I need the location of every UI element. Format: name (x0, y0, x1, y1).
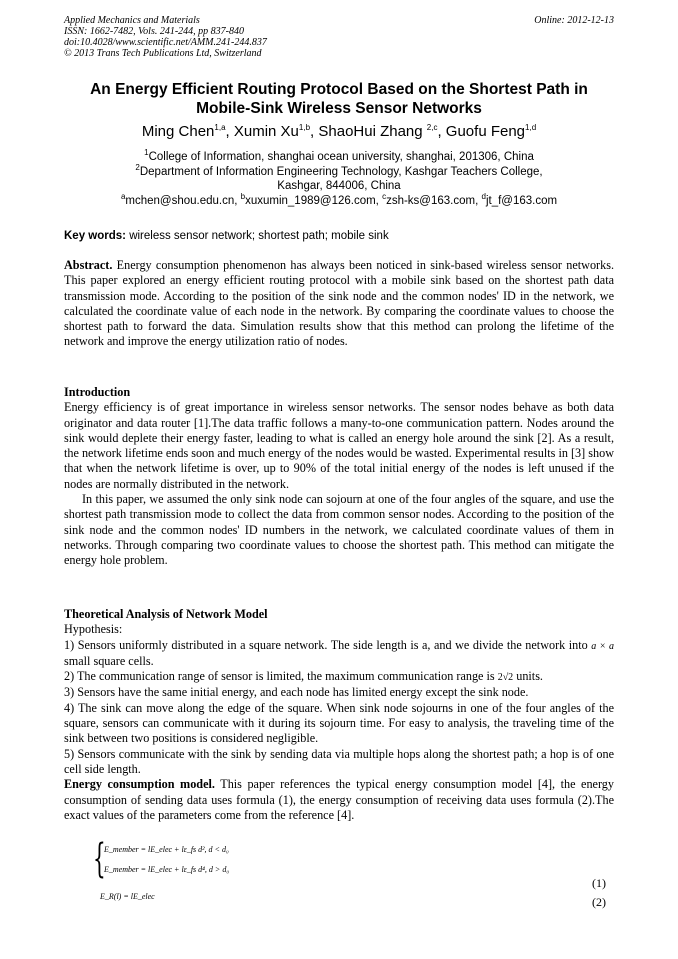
h2-math: 2√2 (497, 672, 514, 684)
equation-1 (104, 840, 229, 880)
email[interactable]: mchen@shou.edu.cn, (125, 194, 241, 207)
equation-2: E_R(l) = lE_elec (100, 892, 155, 901)
equation-brace: { (93, 836, 106, 882)
theory-heading: Theoretical Analysis of Network Model (64, 607, 268, 621)
journal-header (64, 15, 614, 59)
email-sup: a (120, 191, 126, 201)
author-list: Ming Chen$^{1,a}$, Xumin Xu$^{1,b}$, ShaoHui Zhang $^{2,c}$, Guofu Feng$^{1,d}$ (141, 123, 537, 140)
h1-text-end: small square cells. (64, 653, 154, 668)
email-sup: c (382, 191, 387, 201)
online-date: Online: 2012-12-13 (534, 15, 614, 26)
intro-paragraph-1: Energy efficiency is of great importance in wireless sensor networks. The sensor nodes behave as both data originator and data router [1].The data traffic follows a many-to-one communication pattern. Nodes around the sink would deplete their energy faster, leading to what is called an energy hole around the sink [2]. As a result, the network lifetime ends soon and much energy of the nodes would be wasted. Experimental results in [3] show that when the network lifetime is over, up to 90% of the total initial energy of the nodes is left unused if the nodes are normally distributed in the network. (64, 400, 614, 491)
keywords-text: wireless sensor network; shortest path; mobile sink (126, 230, 389, 242)
h2-text: 2) The communication range of sensor is limited, the maximum communication range is (64, 669, 498, 684)
equation-number-1: (1) (592, 876, 606, 890)
title-line-1: An Energy Efficient Routing Protocol Based on the Shortest Path in (90, 81, 588, 98)
hypothesis-label: Hypothesis: (64, 622, 123, 637)
email-sup: d (481, 191, 486, 201)
copyright: © 2013 Trans Tech Publications Ltd, Switzerland (64, 48, 262, 59)
email[interactable]: zsh-ks@163.com, (386, 194, 482, 207)
email[interactable]: jt_f@163.com (485, 194, 558, 207)
energy-model-text: This paper references the typical energy consumption model [4], the energy consumption of sending data uses formula (1), the energy consumption of receiving data uses formula (2).The exact values of the parameters come from the reference [4]. (64, 777, 614, 822)
author-name: Xumin Xu (233, 123, 299, 140)
abstract-text: Energy consumption phenomenon has always been noticed in sink-based wireless sensor networks. This paper explored an energy efficient routing protocol with a mobile sink based on the shortest path data transmission mode. According to the position of the sink node and the common nodes' ID in the network, we calculated the coordinate value of each node in the network. By comparing the coordinate values to choose the shortest path to forward the data. Simulation results show that this method can prolong the lifetime of the network and improve the energy utilization ratio of nodes. (64, 258, 614, 349)
affiliation-2 (64, 162, 614, 180)
hypothesis-4: 4) The sink can move along the edge of the square. When sink node sojourns in one of the four angles of the square, sensors can communicate with it during its sojourn time. For easy to analysis, the traveling time of the sink between two positions is considered negligible. (64, 700, 614, 746)
introduction-section (64, 385, 614, 569)
affiliations (64, 150, 614, 208)
hypothesis-5: 5) Sensors communicate with the sink by sending data via multiple hops along the shortest path; a hop is of one cell side length. (64, 746, 614, 776)
keywords (64, 230, 614, 242)
author-name: Guofu Feng (445, 123, 526, 140)
paper-title (64, 80, 614, 118)
intro-paragraph-2: In this paper, we assumed the only sink node can sojourn at one of the four angles of the square, and use the shortest path transmission mode to collect the data from common sensor nodes. According to the position of the sink node and the common nodes' ID numbers in the network, we calculated coordinate values of them in networks. Through comparing two coordinate values to choose the shortest path. This method can mitigate the energy hole problem. (64, 492, 614, 568)
author-name: ShaoHui Zhang (318, 123, 427, 140)
affil-text: Department of Information Engineering Technology, Kashgar Teachers College, (139, 165, 543, 178)
hypothesis-2 (64, 669, 614, 685)
energy-model-paragraph (64, 777, 614, 823)
author-sup: 1,a (214, 123, 226, 132)
title-line-2: Mobile-Sink Wireless Sensor Networks (196, 100, 482, 117)
email-sup: b (240, 191, 246, 201)
author-sup: 1,b (298, 123, 311, 132)
theory-section (64, 607, 614, 823)
affiliation-1 (64, 150, 614, 165)
keywords-label: Key words: (64, 230, 126, 242)
emails (64, 191, 614, 209)
author-sup: 2,c (426, 123, 438, 132)
equation-1a: E_member = lE_elec + lε_fs d², d < d₀ (104, 845, 229, 854)
email[interactable]: xuxumin_1989@126.com, (245, 194, 383, 207)
affil-text: College of Information, shanghai ocean university, shanghai, 201306, China (148, 151, 534, 163)
h1-text: 1) Sensors uniformly distributed in a square network. The side length is a, and we divide the network into (64, 637, 592, 652)
affil-sup: 1 (144, 148, 149, 158)
doi: doi:10.4028/www.scientific.net/AMM.241-244.837 (64, 37, 267, 48)
equation-1b: E_member = lE_elec + lε_fs d⁴, d > d₀ (104, 865, 230, 874)
h2-text-end: units. (513, 669, 543, 684)
introduction-heading: Introduction (64, 385, 131, 399)
author-sup: 1,d (525, 123, 537, 132)
affil-sup: 2 (135, 162, 140, 172)
hypothesis-1 (64, 638, 614, 670)
energy-model-label: Energy consumption model. (64, 777, 215, 792)
equation-number-2: (2) (592, 895, 606, 909)
journal-name: Applied Mechanics and Materials (64, 15, 200, 26)
h1-math: a × a (591, 640, 615, 652)
affiliation-2-city: Kashgar, 844006, China (277, 180, 401, 192)
abstract (64, 258, 614, 350)
hypothesis-3: 3) Sensors have the same initial energy, and each node has limited energy except the sink node. (64, 685, 529, 700)
issn: ISSN: 1662-7482, Vols. 241-244, pp 837-840 (64, 26, 244, 37)
abstract-label: Abstract. (64, 258, 113, 272)
author-name: Ming Chen (141, 123, 215, 140)
